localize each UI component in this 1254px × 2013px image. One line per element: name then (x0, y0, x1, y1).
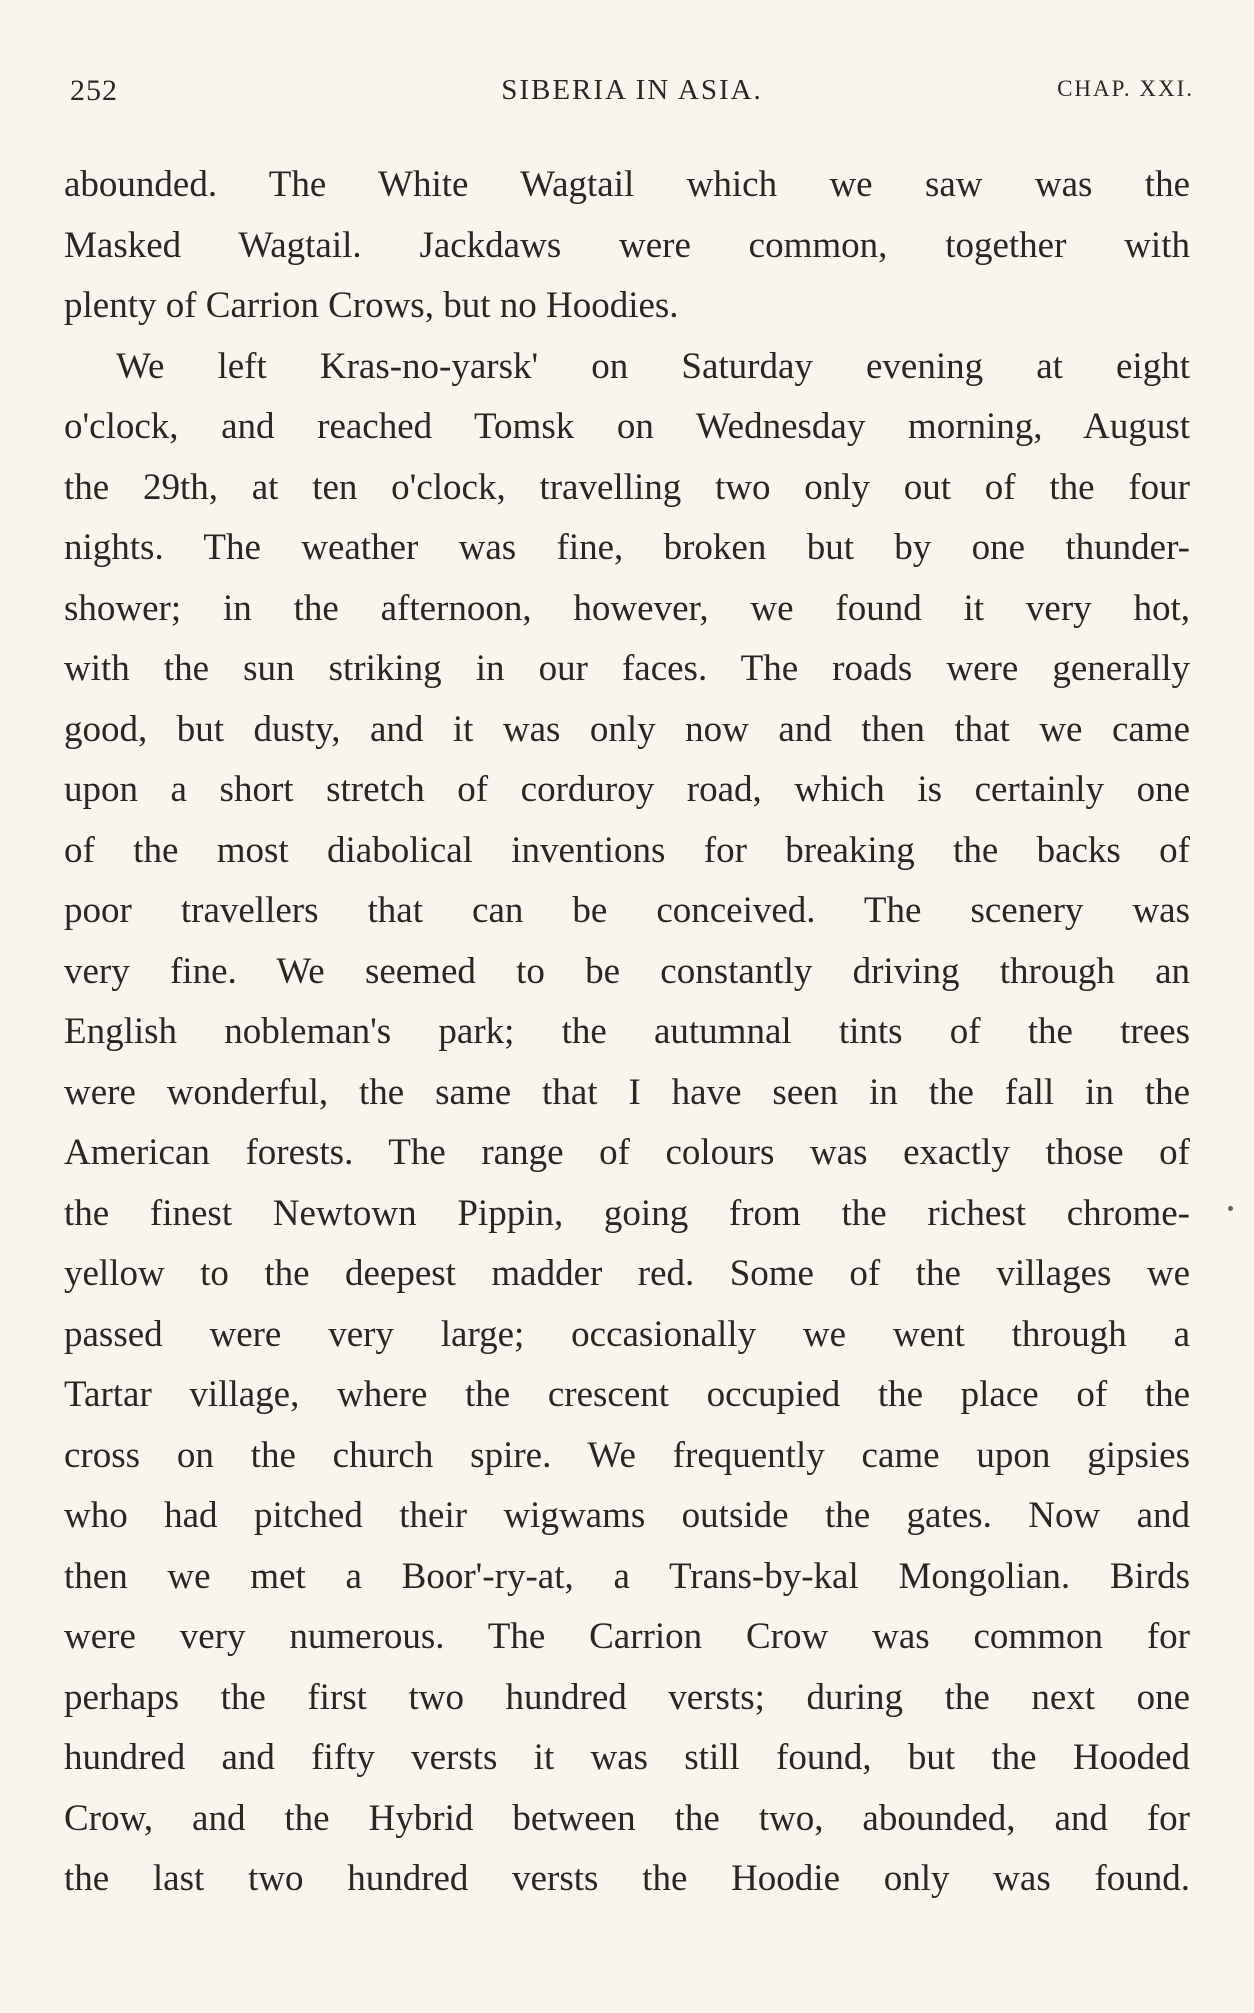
text-line: shower; in the afternoon, however, we found it very hot, (64, 587, 1190, 629)
text-line: with the sun striking in our faces. The roads were generally (64, 648, 1190, 689)
text-line: the 29th, at ten o'clock, travelling two only out of the four (64, 466, 1190, 508)
text-line: very fine. We seemed to be constantly driving through an (64, 950, 1190, 992)
text-line: abounded. The White Wagtail which we saw was the (64, 164, 1190, 205)
body-text (64, 155, 1190, 1910)
text-line: English nobleman's park; the autumnal tints of the trees (64, 1011, 1190, 1052)
margin-speck (1228, 1206, 1233, 1211)
text-line: then we met a Boor'-ry-at, a Trans-by-kal Mongolian. Birds (64, 1555, 1190, 1597)
text-line: yellow to the deepest madder red. Some of the villages we (64, 1253, 1190, 1294)
text-line: hundred and fifty versts it was still found, but the Hooded (64, 1737, 1190, 1778)
text-line: of the most diabolical inventions for breaking the backs of (64, 829, 1190, 871)
page-number: 252 (70, 74, 118, 107)
text-line: upon a short stretch of corduroy road, which is certainly one (64, 769, 1190, 810)
text-line: Crow, and the Hybrid between the two, abounded, and for (64, 1797, 1190, 1839)
running-title: SIBERIA IN ASIA. (501, 74, 763, 106)
text-line: American forests. The range of colours was exactly those of (64, 1132, 1190, 1173)
text-line: the last two hundred versts the Hoodie only was found. (64, 1858, 1190, 1899)
running-head (70, 74, 1194, 114)
text-line: cross on the church spire. We frequently came upon gipsies (64, 1434, 1190, 1476)
text-line: plenty of Carrion Crows, but no Hoodies. (64, 285, 679, 326)
text-line: nights. The weather was fine, broken but by one thunder- (64, 527, 1190, 568)
text-line: poor travellers that can be conceived. The scenery was (64, 890, 1190, 931)
text-line: were wonderful, the same that I have seen in the fall in the (64, 1071, 1190, 1113)
text-line: perhaps the first two hundred versts; during the next one (64, 1676, 1190, 1718)
text-line: o'clock, and reached Tomsk on Wednesday morning, August (64, 406, 1190, 447)
text-line: who had pitched their wigwams outside the gates. Now and (64, 1495, 1190, 1536)
text-line: passed were very large; occasionally we went through a (64, 1313, 1190, 1355)
text-line: the finest Newtown Pippin, going from the richest chrome- (64, 1192, 1190, 1234)
text-line: good, but dusty, and it was only now and then that we came (64, 708, 1190, 750)
text-line: Masked Wagtail. Jackdaws were common, together with (64, 224, 1190, 266)
chapter-label: CHAP. XXI. (1057, 76, 1194, 101)
text-line: were very numerous. The Carrion Crow was common for (64, 1616, 1190, 1657)
text-line: Tartar village, where the crescent occupied the place of the (64, 1374, 1190, 1415)
paragraph-start-line: We left Kras-no-yarsk' on Saturday evening at eight (116, 345, 1190, 387)
